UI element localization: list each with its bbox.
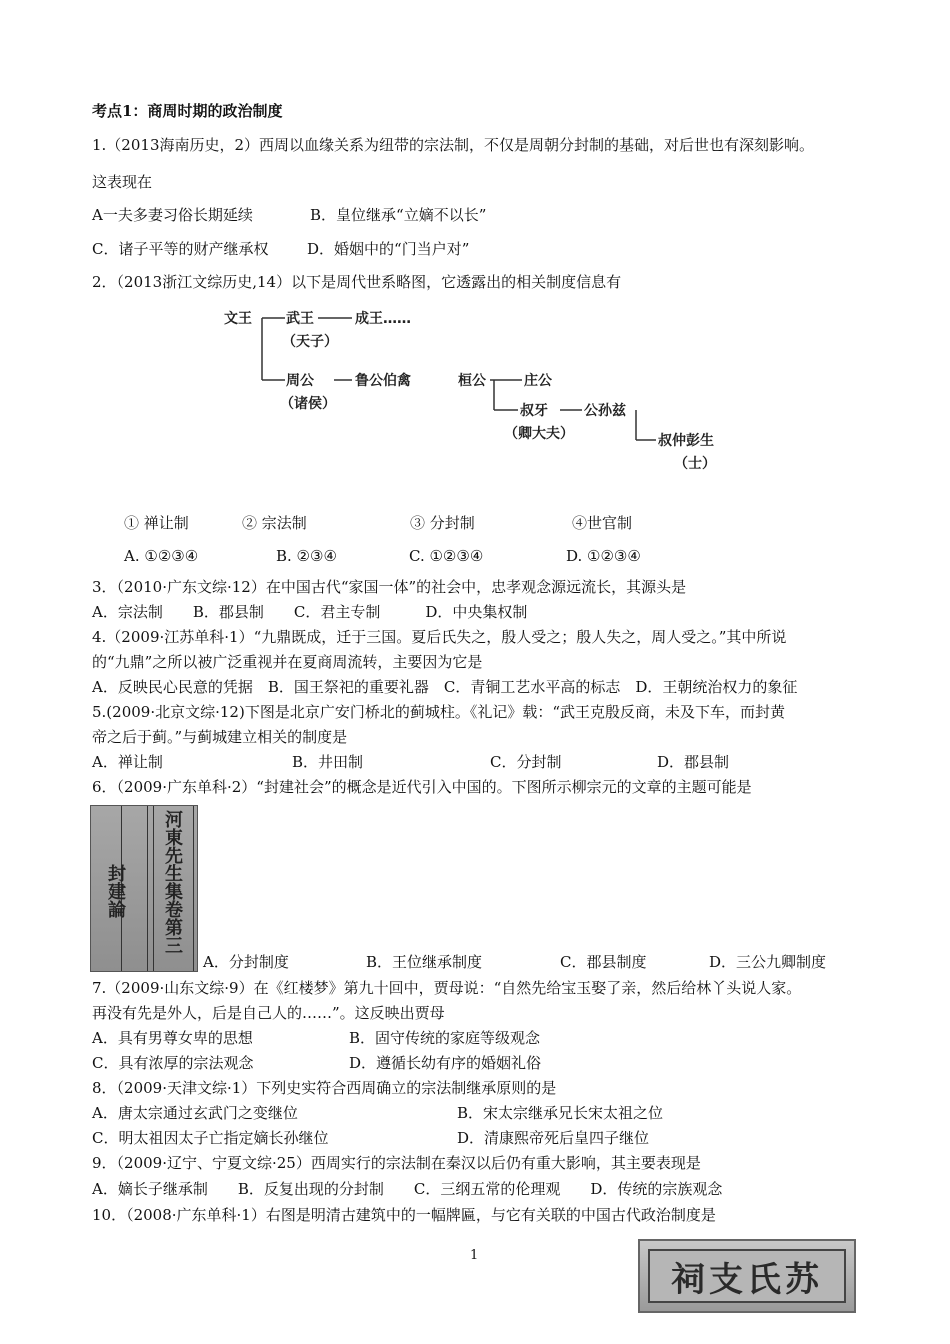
q7-line2: 再没有先是外人，后是自己人的……”。这反映出贾母 (92, 1004, 445, 1022)
q2-option-a: A. ①②③④ (124, 547, 199, 565)
q1-line2: 这表现在 (92, 173, 153, 191)
q5-option-c: C．分封制 (490, 753, 562, 771)
ancestral-hall-plaque-image (638, 1239, 856, 1313)
q1-option-a: A一夫多妻习俗长期延续 (92, 206, 253, 224)
q8-option-d: D．清康熙帝死后皇四子继位 (457, 1129, 650, 1147)
q9-stem: 9．（2009·辽宁、宁夏文综·25）西周实行的宗法制在秦汉以后仍有重大影响，其主要表现是 (92, 1154, 701, 1172)
q6-option-c: C．郡县制度 (560, 953, 647, 971)
q10-stem: 10．（2008·广东单科·1）右图是明清古建筑中的一幅牌匾，与它有关联的中国古代政治制度是 (92, 1206, 716, 1224)
q2-option-c: C. ①②③④ (409, 547, 484, 565)
node-shuya: 叔牙 (520, 403, 548, 419)
node-wuwang: 武王 (286, 311, 314, 327)
q5-option-b: B．井田制 (292, 753, 364, 771)
node-huangong: 桓公 (458, 373, 486, 389)
node-gongsunzi: 公孙兹 (584, 403, 626, 419)
q6-stem: 6．（2009·广东单科·2）“封建社会”的概念是近代引入中国的。下图所示柳宗元的文章的主题可能是 (92, 778, 752, 796)
q5-option-a: A．禅让制 (92, 753, 163, 771)
q7-option-d: D．遵循长幼有序的婚姻礼俗 (349, 1054, 542, 1072)
node-shuzhong: 叔仲彭生 (658, 433, 714, 449)
plaque-text: 祠支氏苏 (648, 1249, 846, 1303)
q6-option-b: B．王位继承制度 (366, 953, 483, 971)
q1-line1: 1.（2013海南历史，2）西周以血缘关系为纽带的宗法制，不仅是周朝分封制的基础，对后世也有深刻影响。 (92, 136, 815, 154)
q5-line1: 5.(2009·北京文综·12)下图是北京广安门桥北的蓟城柱。《礼记》载：“武王克殷反商，未及下车，而封黄 (92, 703, 785, 721)
node-zhuanggong: 庄公 (524, 373, 552, 389)
q8-option-a: A．唐太宗通过玄武门之变继位 (92, 1104, 298, 1122)
q2-item-3: ③ 分封制 (410, 514, 475, 532)
q2-item-2: ② 宗法制 (242, 514, 307, 532)
label-qingdaifu: （卿大夫） (504, 426, 574, 442)
q8-option-c: C．明太祖因太子亡指定嫡长孙继位 (92, 1129, 329, 1147)
q9-options: A．嫡长子继承制 B．反复出现的分封制 C．三纲五常的伦理观 D．传统的宗族观念 (92, 1180, 723, 1198)
q1-option-d: D．婚姻中的“门当户对” (307, 240, 470, 258)
node-chengwang: 成王…… (355, 311, 411, 327)
q1-option-c: C．诸子平等的财产继承权 (92, 240, 269, 258)
page-number: 1 (470, 1248, 479, 1263)
q3-stem: 3．（2010·广东文综·12）在中国古代“家国一体”的社会中，忠孝观念源远流长，其源头是 (92, 578, 687, 596)
q7-option-a: A．具有男尊女卑的思想 (92, 1029, 253, 1047)
node-zhougong: 周公 (286, 373, 314, 389)
label-tianzi: （天子） (282, 334, 338, 350)
q6-option-a: A．分封制度 (203, 953, 289, 971)
node-boqin: 鲁公伯禽 (355, 373, 411, 389)
node-wenwang: 文王 (224, 311, 252, 327)
label-shi: （士） (674, 456, 716, 472)
q4-options: A．反映民心民意的凭据 B．国王祭祀的重要礼器 C．青铜工艺水平高的标志 D．王朝统治权力的象征 (92, 678, 798, 696)
zhou-lineage-diagram (222, 298, 762, 488)
book-title-column: 河東先生集卷第三 (162, 810, 183, 954)
q8-stem: 8．（2009·天津文综·1）下列史实符合西周确立的宗法制继承原则的是 (92, 1079, 557, 1097)
q4-line1: 4.（2009·江苏单科·1）“九鼎既成，迁于三国。夏后氏失之，殷人受之；殷人失之，周人受之。”其中所说 (92, 628, 787, 646)
q4-line2: 的“九鼎”之所以被广泛重视并在夏商周流转，主要因为它是 (92, 653, 483, 671)
q7-option-b: B．固守传统的家庭等级观念 (349, 1029, 541, 1047)
liu-zongyuan-book-image (90, 805, 198, 972)
q3-options: A．宗法制 B．郡县制 C．君主专制 D．中央集权制 (92, 603, 528, 621)
section-title: 考点1：商周时期的政治制度 (92, 102, 283, 120)
q2-stem: 2．（2013浙江文综历史,14）以下是周代世系略图，它透露出的相关制度信息有 (92, 273, 622, 291)
q1-option-b: B．皇位继承“立嫡不以长” (310, 206, 487, 224)
q7-option-c: C．具有浓厚的宗法观念 (92, 1054, 254, 1072)
q7-line1: 7.（2009·山东文综·9）在《红楼梦》第九十回中，贾母说：“自然先给宝玉娶了亲，然后给林丫头说人家。 (92, 979, 802, 997)
q2-item-4: ④世官制 (572, 514, 633, 532)
q8-option-b: B．宋太宗继承兄长宋太祖之位 (457, 1104, 664, 1122)
book-article-column: 封建論 (105, 864, 126, 918)
q2-item-1: ① 禅让制 (124, 514, 189, 532)
label-zhuhou: （诸侯） (280, 396, 336, 412)
q2-option-d: D. ①②③④ (566, 547, 641, 565)
q5-line2: 帝之后于蓟。”与蓟城建立相关的制度是 (92, 728, 348, 746)
q5-option-d: D．郡县制 (657, 753, 730, 771)
q6-option-d: D．三公九卿制度 (709, 953, 827, 971)
q2-option-b: B. ②③④ (276, 547, 337, 565)
